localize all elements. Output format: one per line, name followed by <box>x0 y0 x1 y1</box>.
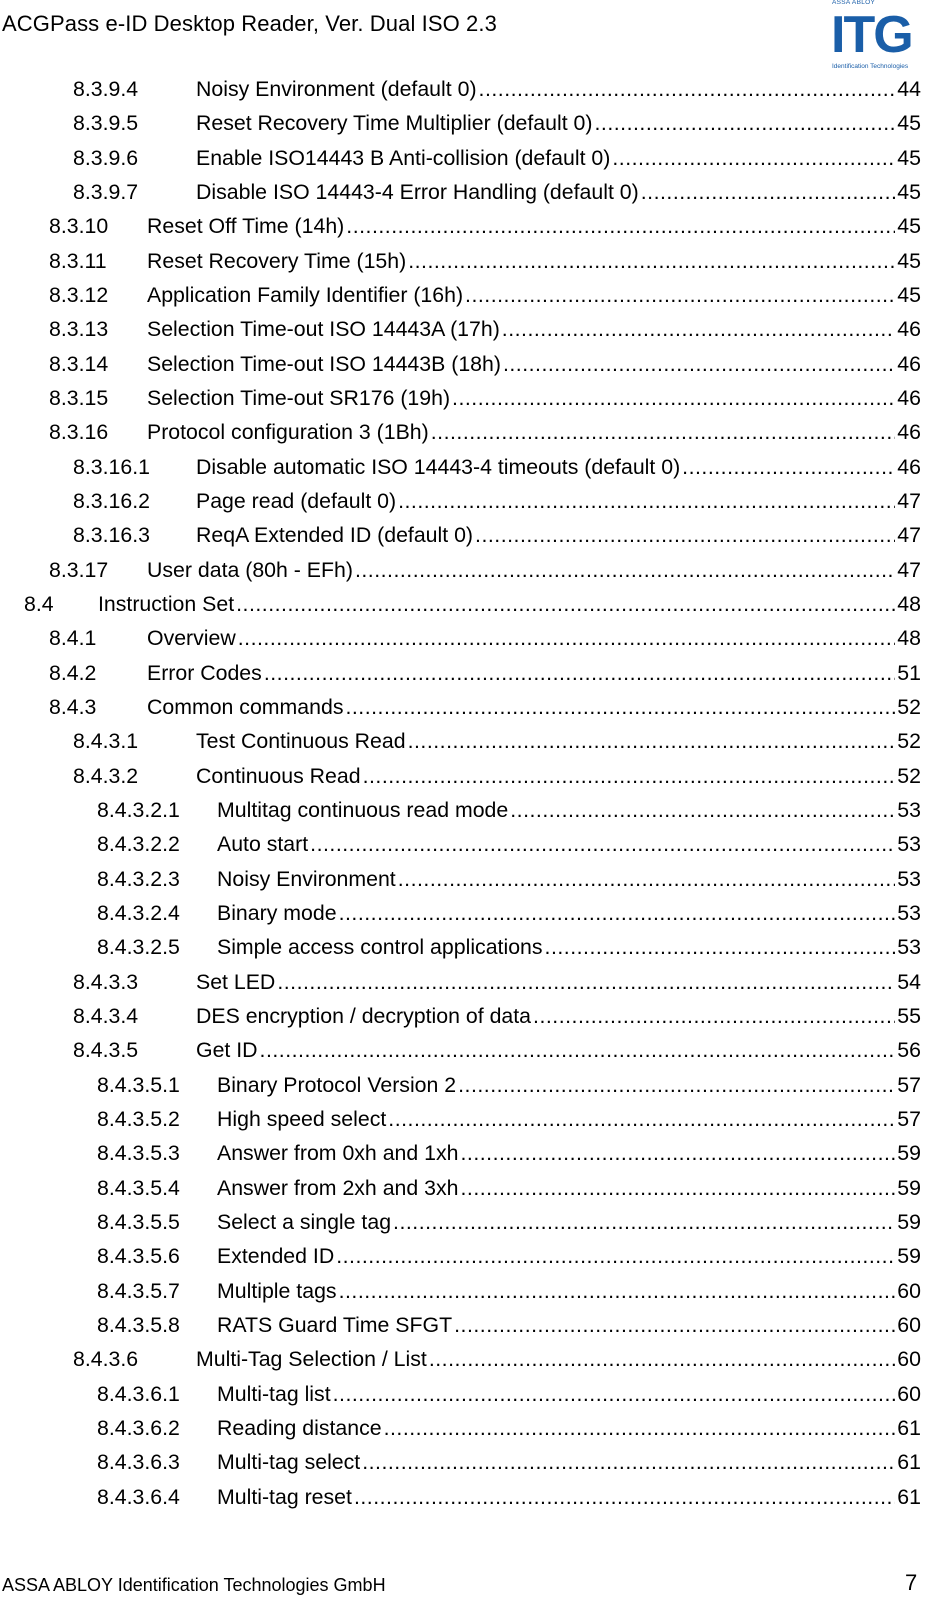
toc-entry-title: Multi-tag reset <box>217 1484 352 1509</box>
toc-entry-number: 8.4.3.5.2 <box>97 1106 180 1131</box>
toc-entry-page: 59 <box>897 1244 921 1269</box>
toc-entry-page: 60 <box>897 1347 921 1372</box>
company-logo <box>830 0 924 74</box>
toc-leader-dots <box>612 146 895 170</box>
toc-leader-dots <box>310 832 895 856</box>
toc-leader-dots <box>460 1176 895 1200</box>
toc-leader-dots <box>545 935 896 959</box>
toc-entry[interactable] <box>73 513 921 547</box>
toc-entry-title: Reading distance <box>217 1415 382 1440</box>
logo-brand-text: ASSA ABLOY <box>832 0 876 6</box>
toc-entry-page: 46 <box>897 351 921 376</box>
toc-entry-title: Selection Time-out ISO 14443A (17h) <box>147 317 500 342</box>
toc-entry-page: 45 <box>897 248 921 273</box>
toc-entry-title: Reset Recovery Time Multiplier (default 0) <box>196 111 593 136</box>
toc-entry[interactable] <box>97 1063 921 1097</box>
toc-entry[interactable] <box>73 960 921 994</box>
toc-entry-title: Multitag continuous read mode <box>217 797 509 822</box>
toc-leader-dots <box>479 77 896 101</box>
toc-leader-dots <box>533 1004 895 1028</box>
toc-entry-number: 8.3.14 <box>49 351 109 376</box>
toc-entry-number: 8.4.3.5.7 <box>97 1278 180 1303</box>
toc-entry-number: 8.4.3.4 <box>73 1003 139 1028</box>
toc-entry-number: 8.4.3.6.1 <box>97 1381 180 1406</box>
logo-tagline: Identification Technologies <box>832 63 909 70</box>
toc-entry-title: RATS Guard Time SFGT <box>217 1312 453 1337</box>
toc-entry-page: 46 <box>897 317 921 342</box>
toc-entry[interactable] <box>97 1303 921 1337</box>
toc-entry[interactable] <box>49 307 921 341</box>
toc-entry-number: 8.4.3.2.4 <box>97 900 180 925</box>
toc-entry-number: 8.4.3.6.4 <box>97 1484 180 1509</box>
toc-entry[interactable] <box>73 67 921 101</box>
toc-entry-page: 45 <box>897 282 921 307</box>
toc-leader-dots <box>458 1073 895 1097</box>
toc-leader-dots <box>408 249 895 273</box>
toc-entry-page: 54 <box>897 969 921 994</box>
logo-mark-text: ITG <box>831 8 912 58</box>
toc-leader-dots <box>388 1107 895 1131</box>
toc-leader-dots <box>333 1382 896 1406</box>
toc-entry-title: Get ID <box>196 1038 258 1063</box>
toc-entry-page: 53 <box>897 832 921 857</box>
toc-entry-page: 46 <box>897 385 921 410</box>
toc-leader-dots <box>393 1210 895 1234</box>
toc-leader-dots <box>339 1279 896 1303</box>
toc-leader-dots <box>475 523 895 547</box>
toc-entry-number: 8.4.3.5 <box>73 1038 139 1063</box>
toc-leader-dots <box>465 283 895 307</box>
toc-entry-page: 61 <box>897 1484 921 1509</box>
toc-leader-dots <box>346 214 895 238</box>
toc-entry-title: Multi-tag select <box>217 1450 361 1475</box>
toc-entry-page: 52 <box>897 763 921 788</box>
toc-leader-dots <box>510 798 895 822</box>
toc-entry-title: Error Codes <box>147 660 262 685</box>
toc-entry-number: 8.3.11 <box>49 248 107 273</box>
toc-entry[interactable] <box>97 891 921 925</box>
toc-entry-number: 8.4.3.5.1 <box>97 1072 180 1097</box>
toc-entry-page: 47 <box>897 488 921 513</box>
toc-entry-number: 8.3.13 <box>49 317 109 342</box>
toc-entry-number: 8.4.3.6 <box>73 1347 139 1372</box>
toc-entry-page: 57 <box>897 1072 921 1097</box>
toc-entry-number: 8.3.16.1 <box>73 454 150 479</box>
toc-leader-dots <box>682 455 895 479</box>
toc-entry-page: 45 <box>897 214 921 239</box>
toc-entry-number: 8.3.9.5 <box>73 111 139 136</box>
toc-entry-number: 8.4.3.2.1 <box>97 797 180 822</box>
toc-entry-title: Instruction Set <box>98 591 235 616</box>
toc-entry[interactable] <box>97 1475 921 1509</box>
toc-entry[interactable] <box>97 788 921 822</box>
toc-entry-number: 8.4.3.5.4 <box>97 1175 180 1200</box>
toc-entry-page: 51 <box>897 660 921 685</box>
toc-entry[interactable] <box>97 1131 921 1165</box>
toc-leader-dots <box>354 1485 895 1509</box>
toc-entry-title: Selection Time-out SR176 (19h) <box>147 385 451 410</box>
toc-entry-number: 8.4.3.2.2 <box>97 832 180 857</box>
toc-entry-page: 60 <box>897 1381 921 1406</box>
toc-entry-title: Answer from 2xh and 3xh <box>217 1175 459 1200</box>
toc-entry-number: 8.4.3.5.8 <box>97 1312 180 1337</box>
toc-leader-dots <box>431 420 896 444</box>
toc-leader-dots <box>452 386 895 410</box>
toc-entry[interactable] <box>97 1269 921 1303</box>
toc-entry-page: 52 <box>897 729 921 754</box>
toc-entry-title: Auto start <box>217 832 309 857</box>
toc-entry-title: Noisy Environment <box>217 866 396 891</box>
toc-entry-number: 8.4.3.5.6 <box>97 1244 180 1269</box>
toc-entry-title: Simple access control applications <box>217 935 543 960</box>
toc-entry-title: Page read (default 0) <box>196 488 397 513</box>
toc-entry[interactable] <box>73 719 921 753</box>
toc-entry-number: 8.4 <box>24 591 54 616</box>
toc-entry-title: Overview <box>147 626 236 651</box>
toc-entry-title: Binary Protocol Version 2 <box>217 1072 457 1097</box>
toc-entry[interactable] <box>49 616 921 650</box>
toc-entry-number: 8.3.16 <box>49 420 109 445</box>
toc-entry[interactable] <box>97 1440 921 1474</box>
toc-entry-title: Protocol configuration 3 (1Bh) <box>147 420 429 445</box>
toc-entry-number: 8.3.9.6 <box>73 145 139 170</box>
toc-leader-dots <box>460 1141 895 1165</box>
toc-entry-number: 8.3.12 <box>49 282 109 307</box>
toc-entry-number: 8.3.10 <box>49 214 109 239</box>
toc-entry-page: 53 <box>897 900 921 925</box>
toc-entry-number: 8.4.3.6.2 <box>97 1415 180 1440</box>
toc-entry-title: Answer from 0xh and 1xh <box>217 1141 459 1166</box>
toc-entry[interactable] <box>73 445 921 479</box>
toc-leader-dots <box>363 764 896 788</box>
toc-entry-page: 53 <box>897 935 921 960</box>
toc-entry[interactable] <box>49 376 921 410</box>
toc-entry-title: Multi-Tag Selection / List <box>196 1347 427 1372</box>
toc-leader-dots <box>454 1313 895 1337</box>
toc-entry[interactable] <box>73 136 921 170</box>
toc-leader-dots <box>408 729 896 753</box>
toc-leader-dots <box>339 901 896 925</box>
toc-entry-title: Common commands <box>147 694 344 719</box>
toc-entry[interactable] <box>97 1372 921 1406</box>
toc-entry-page: 45 <box>897 111 921 136</box>
toc-entry-title: Test Continuous Read <box>196 729 406 754</box>
toc-entry[interactable] <box>97 1234 921 1268</box>
toc-leader-dots <box>595 111 896 135</box>
toc-leader-dots <box>236 592 895 616</box>
toc-entry[interactable] <box>97 822 921 856</box>
toc-entry-title: Reset Off Time (14h) <box>147 214 345 239</box>
toc-entry-page: 48 <box>897 626 921 651</box>
toc-entry[interactable] <box>73 170 921 204</box>
toc-entry-page: 56 <box>897 1038 921 1063</box>
toc-entry-page: 53 <box>897 797 921 822</box>
toc-entry-title: High speed select <box>217 1106 387 1131</box>
toc-entry-page: 55 <box>897 1003 921 1028</box>
toc-leader-dots <box>264 661 895 685</box>
toc-entry[interactable] <box>49 342 921 376</box>
toc-entry[interactable] <box>97 1406 921 1440</box>
toc-entry[interactable] <box>97 1200 921 1234</box>
toc-entry-page: 52 <box>897 694 921 719</box>
toc-entry-page: 59 <box>897 1141 921 1166</box>
toc-entry-title: Selection Time-out ISO 14443B (18h) <box>147 351 501 376</box>
toc-entry-title: Set LED <box>196 969 276 994</box>
toc-entry-title: DES encryption / decryption of data <box>196 1003 532 1028</box>
footer-page-number: 7 <box>905 1570 918 1595</box>
toc-entry-number: 8.4.3.1 <box>73 729 139 754</box>
toc-leader-dots <box>336 1244 895 1268</box>
toc-entry-number: 8.4.3.5.3 <box>97 1141 180 1166</box>
toc-entry[interactable] <box>97 925 921 959</box>
toc-entry-number: 8.4.3.6.3 <box>97 1450 180 1475</box>
toc-entry-page: 48 <box>897 591 921 616</box>
toc-leader-dots <box>345 695 895 719</box>
toc-entry-number: 8.3.15 <box>49 385 109 410</box>
toc-entry-page: 60 <box>897 1278 921 1303</box>
toc-entry-page: 46 <box>897 420 921 445</box>
toc-leader-dots <box>503 352 895 376</box>
toc-entry-title: Reset Recovery Time (15h) <box>147 248 407 273</box>
toc-entry[interactable] <box>73 1337 921 1371</box>
toc-entry[interactable] <box>24 582 921 616</box>
toc-entry-number: 8.4.3.3 <box>73 969 139 994</box>
toc-leader-dots <box>277 970 895 994</box>
document-header-title: ACGPass e-ID Desktop Reader, Ver. Dual ISO 2.3 <box>2 11 497 36</box>
toc-entry-number: 8.3.17 <box>49 557 109 582</box>
toc-entry[interactable] <box>97 857 921 891</box>
toc-entry[interactable] <box>49 410 921 444</box>
toc-entry-number: 8.4.3.2.5 <box>97 935 180 960</box>
toc-entry-number: 8.3.16.2 <box>73 488 150 513</box>
toc-entry-title: Multi-tag list <box>217 1381 331 1406</box>
toc-entry[interactable] <box>73 1028 921 1062</box>
toc-entry-page: 47 <box>897 557 921 582</box>
toc-leader-dots <box>260 1038 896 1062</box>
toc-entry[interactable] <box>49 239 921 273</box>
toc-entry-page: 47 <box>897 523 921 548</box>
toc-entry-title: Continuous Read <box>196 763 361 788</box>
toc-entry-number: 8.4.3.2.3 <box>97 866 180 891</box>
toc-leader-dots <box>355 558 895 582</box>
toc-entry[interactable] <box>49 651 921 685</box>
toc-entry-number: 8.4.1 <box>49 626 97 651</box>
toc-entry-number: 8.4.2 <box>49 660 97 685</box>
toc-entry-title: Multiple tags <box>217 1278 337 1303</box>
toc-leader-dots <box>384 1416 896 1440</box>
footer-company: ASSA ABLOY Identification Technologies GmbH <box>2 1575 386 1595</box>
toc-entry-number: 8.3.9.4 <box>73 77 139 101</box>
toc-entry-number: 8.4.3.5.5 <box>97 1209 180 1234</box>
toc-entry-page: 61 <box>897 1450 921 1475</box>
toc-entry-title: Noisy Environment (default 0) <box>196 77 477 101</box>
toc-entry-page: 44 <box>897 77 921 101</box>
itg-logo-mark <box>830 8 924 58</box>
toc-entry[interactable] <box>73 994 921 1028</box>
toc-entry[interactable] <box>49 273 921 307</box>
toc-entry-title: ReqA Extended ID (default 0) <box>196 523 474 548</box>
toc-leader-dots <box>398 867 896 891</box>
toc-entry-title: User data (80h - EFh) <box>147 557 353 582</box>
toc-entry-page: 59 <box>897 1175 921 1200</box>
toc-entry-number: 8.4.3 <box>49 694 97 719</box>
toc-entry-page: 53 <box>897 866 921 891</box>
toc-entry-title: Select a single tag <box>217 1209 392 1234</box>
toc-entry[interactable] <box>97 1097 921 1131</box>
toc-leader-dots <box>398 489 895 513</box>
toc-entry-number: 8.3.16.3 <box>73 523 150 548</box>
toc-entry-number: 8.3.9.7 <box>73 179 139 204</box>
toc-entry[interactable] <box>73 754 921 788</box>
toc-entry-title: Enable ISO14443 B Anti-collision (default 0) <box>196 145 611 170</box>
toc-entry[interactable] <box>97 1166 921 1200</box>
toc-entry[interactable] <box>49 548 921 582</box>
toc-entry[interactable] <box>73 479 921 513</box>
toc-entry[interactable] <box>49 685 921 719</box>
toc-leader-dots <box>502 317 896 341</box>
toc-leader-dots <box>362 1450 895 1474</box>
toc-entry-page: 45 <box>897 179 921 204</box>
toc-entry-page: 46 <box>897 454 921 479</box>
toc-entry-page: 61 <box>897 1415 921 1440</box>
toc-entry-title: Disable ISO 14443-4 Error Handling (default 0) <box>196 179 639 204</box>
toc-entry[interactable] <box>49 204 921 238</box>
toc-leader-dots <box>641 180 896 204</box>
toc-entry[interactable] <box>73 101 921 135</box>
toc-entry-title: Application Family Identifier (16h) <box>147 282 464 307</box>
toc-entry-page: 57 <box>897 1106 921 1131</box>
toc-entry-title: Disable automatic ISO 14443-4 timeouts (default 0) <box>196 454 681 479</box>
toc-leader-dots <box>429 1347 895 1371</box>
toc-entry-number: 8.4.3.2 <box>73 763 139 788</box>
toc-entry-page: 60 <box>897 1312 921 1337</box>
toc-entry-title: Extended ID <box>217 1244 335 1269</box>
toc-entry-title: Binary mode <box>217 900 337 925</box>
toc-leader-dots <box>238 626 896 650</box>
toc-entry-page: 45 <box>897 145 921 170</box>
toc-entry-page: 59 <box>897 1209 921 1234</box>
